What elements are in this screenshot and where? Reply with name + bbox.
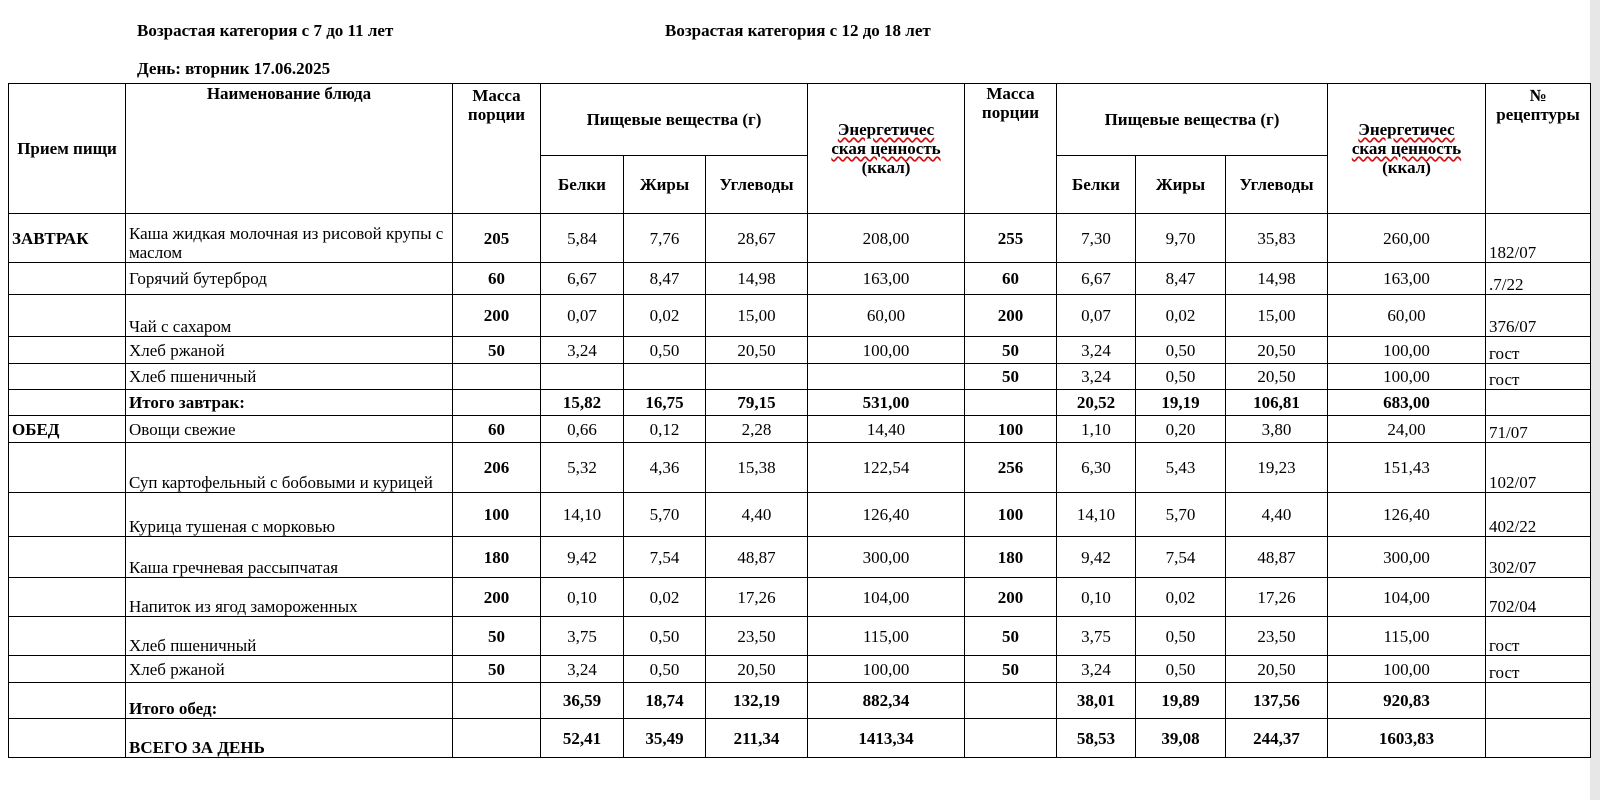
recipe-number-cell: гост [1486,364,1591,390]
dish-name-cell: Овощи свежие [126,416,453,443]
value-cell: 6,30 [1057,443,1136,493]
value-cell: 244,37 [1226,719,1328,758]
table-row [9,719,1591,758]
value-cell: 3,24 [1057,337,1136,364]
value-cell: 882,34 [808,683,965,719]
table-row [9,364,1591,390]
dish-name-cell: Чай с сахаром [126,295,453,337]
value-cell: 14,10 [1057,493,1136,537]
value-cell: 4,36 [624,443,706,493]
mass-cell: 50 [965,337,1057,364]
table-row [9,390,1591,416]
table-row [9,214,1591,263]
value-cell: 0,20 [1136,416,1226,443]
value-cell: 20,50 [1226,364,1328,390]
value-cell: 9,70 [1136,214,1226,263]
value-cell: 3,80 [1226,416,1328,443]
value-cell: 9,42 [541,537,624,578]
energy-2-part3: (ккал) [1382,158,1431,177]
meal-cell [9,537,126,578]
mass-cell: 50 [965,364,1057,390]
value-cell: 0,50 [624,337,706,364]
value-cell: 137,56 [1226,683,1328,719]
dish-name-cell: Хлеб ржаной [126,337,453,364]
value-cell: 35,83 [1226,214,1328,263]
table-row [9,295,1591,337]
table-row [9,443,1591,493]
mass-cell: 100 [965,493,1057,537]
value-cell: 1603,83 [1328,719,1486,758]
value-cell: 23,50 [1226,617,1328,656]
value-cell: 17,26 [1226,578,1328,617]
col-meal-header: Прием пищи [9,84,126,214]
energy-1-part1: Энергетичес [837,120,935,139]
mass-cell: 100 [453,493,541,537]
value-cell: 5,84 [541,214,624,263]
value-cell: 18,74 [624,683,706,719]
value-cell: 58,53 [1057,719,1136,758]
value-cell: 9,42 [1057,537,1136,578]
value-cell: 20,52 [1057,390,1136,416]
table-row [9,493,1591,537]
col-carbs-2-header: Углеводы [1226,156,1328,214]
value-cell: 151,43 [1328,443,1486,493]
mass-cell: 255 [965,214,1057,263]
table-row [9,416,1591,443]
value-cell: 300,00 [808,537,965,578]
value-cell: 260,00 [1328,214,1486,263]
value-cell: 115,00 [808,617,965,656]
meal-cell: ОБЕД [9,416,126,443]
recipe-number-cell: 302/07 [1486,537,1591,578]
value-cell [808,364,965,390]
value-cell: 132,19 [706,683,808,719]
col-carbs-1-header: Углеводы [706,156,808,214]
value-cell: 0,50 [1136,337,1226,364]
value-cell: 3,24 [541,656,624,683]
meal-cell [9,263,126,295]
meal-cell [9,364,126,390]
value-cell: 0,50 [624,656,706,683]
value-cell: 104,00 [808,578,965,617]
value-cell: 4,40 [1226,493,1328,537]
mass-cell [453,364,541,390]
dish-name-cell: Напиток из ягод замороженных [126,578,453,617]
value-cell: 15,00 [706,295,808,337]
value-cell: 17,26 [706,578,808,617]
col-protein-2-header: Белки [1057,156,1136,214]
value-cell: 7,54 [624,537,706,578]
dish-name-cell: Каша жидкая молочная из рисовой крупы с маслом [126,214,453,263]
meal-cell [9,337,126,364]
value-cell: 0,50 [624,617,706,656]
dish-name-cell: Каша гречневая рассыпчатая [126,537,453,578]
value-cell: 163,00 [1328,263,1486,295]
recipe-number-cell [1486,719,1591,758]
recipe-number-cell [1486,390,1591,416]
recipe-number-cell: 376/07 [1486,295,1591,337]
dish-name-cell: Хлеб пшеничный [126,364,453,390]
value-cell: 4,40 [706,493,808,537]
col-protein-1-header: Белки [541,156,624,214]
mass-cell [965,719,1057,758]
value-cell: 104,00 [1328,578,1486,617]
value-cell: 5,32 [541,443,624,493]
dish-name-cell: Курица тушеная с морковью [126,493,453,537]
value-cell: 0,07 [541,295,624,337]
page-edge-scrollbar[interactable] [1590,0,1600,800]
recipe-number-cell: .7/22 [1486,263,1591,295]
recipe-number-cell [1486,683,1591,719]
value-cell: 14,98 [1226,263,1328,295]
value-cell: 122,54 [808,443,965,493]
value-cell: 28,67 [706,214,808,263]
value-cell: 7,76 [624,214,706,263]
meal-cell [9,578,126,617]
value-cell: 115,00 [1328,617,1486,656]
value-cell: 60,00 [1328,295,1486,337]
col-mass-1-header: Масса порции [453,84,541,214]
age-category-12-18: Возрастая категория с 12 до 18 лет [665,21,931,40]
mass-cell: 50 [453,617,541,656]
value-cell: 15,38 [706,443,808,493]
value-cell: 19,23 [1226,443,1328,493]
value-cell: 3,75 [541,617,624,656]
mass-cell: 200 [965,578,1057,617]
value-cell: 0,02 [624,295,706,337]
value-cell: 211,34 [706,719,808,758]
meal-cell [9,617,126,656]
value-cell: 52,41 [541,719,624,758]
table-row [9,683,1591,719]
value-cell: 208,00 [808,214,965,263]
value-cell: 14,10 [541,493,624,537]
value-cell: 5,70 [624,493,706,537]
mass-cell [453,719,541,758]
mass-cell: 100 [965,416,1057,443]
mass-cell: 60 [965,263,1057,295]
value-cell: 5,70 [1136,493,1226,537]
meal-cell [9,390,126,416]
value-cell: 3,75 [1057,617,1136,656]
table-row [9,337,1591,364]
value-cell: 100,00 [1328,364,1486,390]
recipe-number-cell: гост [1486,617,1591,656]
mass-cell: 200 [453,295,541,337]
value-cell: 0,12 [624,416,706,443]
table-row [9,578,1591,617]
col-nutrients-1-header: Пищевые вещества (г) [541,84,808,156]
recipe-number-cell: 702/04 [1486,578,1591,617]
value-cell: 3,24 [541,337,624,364]
value-cell: 8,47 [1136,263,1226,295]
value-cell [706,364,808,390]
value-cell: 100,00 [1328,337,1486,364]
dish-name-cell: Итого обед: [126,683,453,719]
value-cell: 8,47 [624,263,706,295]
value-cell: 0,50 [1136,656,1226,683]
mass-cell: 50 [965,656,1057,683]
value-cell: 126,40 [808,493,965,537]
mass-cell: 205 [453,214,541,263]
menu-table-body [9,214,1591,758]
meal-cell [9,493,126,537]
value-cell: 106,81 [1226,390,1328,416]
value-cell: 0,02 [1136,295,1226,337]
value-cell: 100,00 [1328,656,1486,683]
value-cell: 14,98 [706,263,808,295]
value-cell: 0,50 [1136,617,1226,656]
recipe-number-cell: 102/07 [1486,443,1591,493]
value-cell: 20,50 [706,337,808,364]
value-cell: 20,50 [1226,656,1328,683]
meal-cell [9,656,126,683]
value-cell: 300,00 [1328,537,1486,578]
meal-cell [9,295,126,337]
value-cell [541,364,624,390]
value-cell: 15,82 [541,390,624,416]
value-cell: 0,10 [1057,578,1136,617]
mass-cell: 60 [453,416,541,443]
value-cell: 1,10 [1057,416,1136,443]
mass-cell: 256 [965,443,1057,493]
mass-cell: 60 [453,263,541,295]
value-cell: 14,40 [808,416,965,443]
value-cell: 920,83 [1328,683,1486,719]
mass-cell: 50 [453,337,541,364]
col-mass-2-header: Масса порции [965,84,1057,214]
dish-name-cell: Хлеб ржаной [126,656,453,683]
value-cell: 2,28 [706,416,808,443]
col-fat-2-header: Жиры [1136,156,1226,214]
mass-cell: 50 [453,656,541,683]
value-cell: 100,00 [808,656,965,683]
menu-table [8,83,1591,758]
day-label: День: вторник 17.06.2025 [137,59,331,78]
value-cell: 23,50 [706,617,808,656]
dish-name-cell: Хлеб пшеничный [126,617,453,656]
table-row [9,537,1591,578]
value-cell: 39,08 [1136,719,1226,758]
col-energy-2-header [1328,84,1486,214]
dish-name-cell: Суп картофельный с бобовыми и курицей [126,443,453,493]
mass-cell: 206 [453,443,541,493]
value-cell: 100,00 [808,337,965,364]
value-cell: 35,49 [624,719,706,758]
value-cell: 0,02 [624,578,706,617]
value-cell: 3,24 [1057,364,1136,390]
col-fat-1-header: Жиры [624,156,706,214]
col-dish-header: Наименование блюда [126,84,453,214]
age-category-7-11: Возрастая категория с 7 до 11 лет [137,21,394,40]
value-cell: 19,89 [1136,683,1226,719]
energy-1-part2: ская ценность [831,139,941,158]
value-cell: 3,24 [1057,656,1136,683]
value-cell: 0,66 [541,416,624,443]
value-cell: 38,01 [1057,683,1136,719]
value-cell: 20,50 [706,656,808,683]
recipe-number-cell: гост [1486,337,1591,364]
col-recipe-header: № рецептуры [1486,84,1591,214]
mass-cell: 180 [453,537,541,578]
value-cell: 683,00 [1328,390,1486,416]
value-cell: 7,54 [1136,537,1226,578]
recipe-number-cell: 182/07 [1486,214,1591,263]
value-cell: 7,30 [1057,214,1136,263]
value-cell: 60,00 [808,295,965,337]
recipe-number-cell: 71/07 [1486,416,1591,443]
value-cell [624,364,706,390]
meal-cell: ЗАВТРАК [9,214,126,263]
meal-cell [9,683,126,719]
mass-cell [965,390,1057,416]
dish-name-cell: ВСЕГО ЗА ДЕНЬ [126,719,453,758]
value-cell: 0,10 [541,578,624,617]
value-cell: 20,50 [1226,337,1328,364]
recipe-number-cell: 402/22 [1486,493,1591,537]
dish-name-cell: Горячий бутерброд [126,263,453,295]
mass-cell: 50 [965,617,1057,656]
value-cell: 0,50 [1136,364,1226,390]
value-cell: 5,43 [1136,443,1226,493]
energy-2-part1: Энергетичес [1358,120,1455,139]
table-row [9,263,1591,295]
energy-2-part2: ская ценность [1351,139,1462,158]
mass-cell [453,683,541,719]
value-cell: 531,00 [808,390,965,416]
dish-name-cell: Итого завтрак: [126,390,453,416]
value-cell: 48,87 [1226,537,1328,578]
meal-cell [9,719,126,758]
col-energy-1-header [808,84,965,214]
value-cell: 36,59 [541,683,624,719]
mass-cell [965,683,1057,719]
value-cell: 19,19 [1136,390,1226,416]
value-cell: 15,00 [1226,295,1328,337]
value-cell: 79,15 [706,390,808,416]
value-cell: 6,67 [541,263,624,295]
mass-cell: 180 [965,537,1057,578]
value-cell: 48,87 [706,537,808,578]
value-cell: 1413,34 [808,719,965,758]
mass-cell [453,390,541,416]
value-cell: 0,02 [1136,578,1226,617]
value-cell: 16,75 [624,390,706,416]
mass-cell: 200 [965,295,1057,337]
table-row [9,656,1591,683]
col-nutrients-2-header: Пищевые вещества (г) [1057,84,1328,156]
mass-cell: 200 [453,578,541,617]
meal-cell [9,443,126,493]
value-cell: 24,00 [1328,416,1486,443]
value-cell: 126,40 [1328,493,1486,537]
value-cell: 6,67 [1057,263,1136,295]
value-cell: 163,00 [808,263,965,295]
energy-1-part3: (ккал) [861,158,911,177]
table-row [9,617,1591,656]
value-cell: 0,07 [1057,295,1136,337]
recipe-number-cell: гост [1486,656,1591,683]
